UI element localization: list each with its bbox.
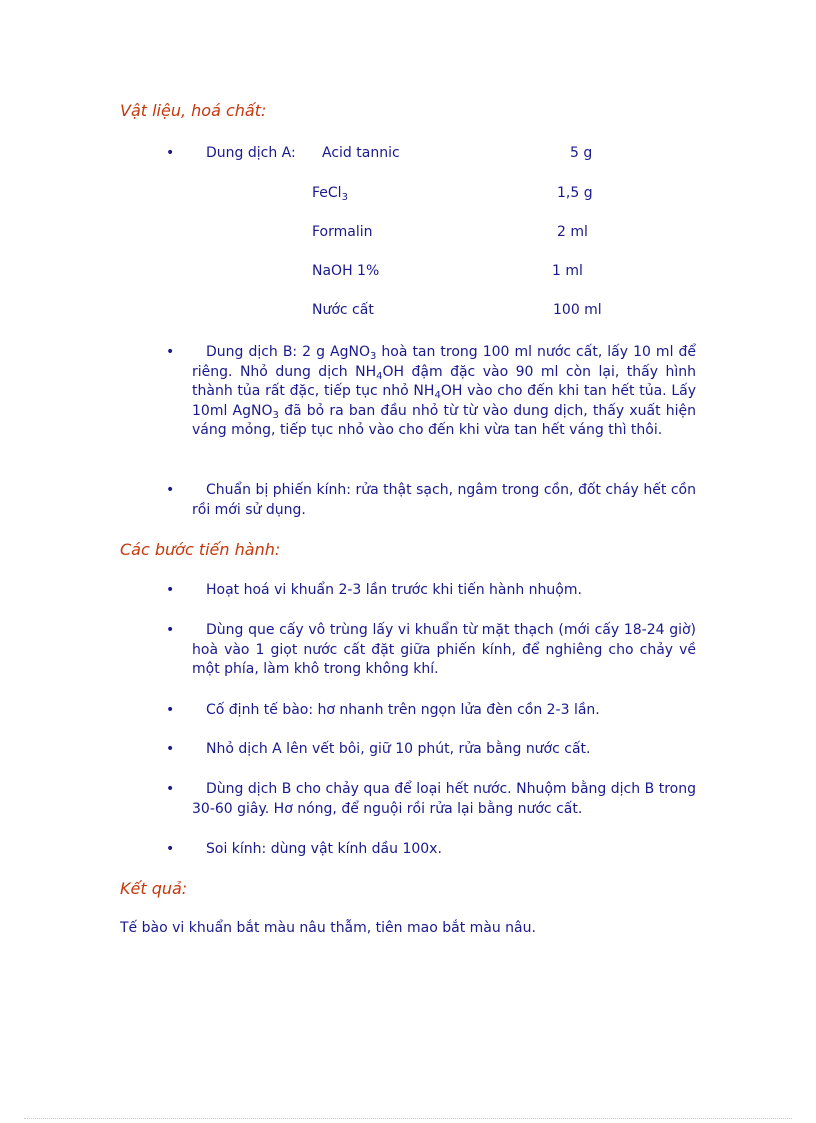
- ingredient-amount: 5 g: [570, 145, 593, 161]
- heading-result: Kết quả:: [120, 879, 188, 898]
- bullet-marker: •: [166, 622, 175, 638]
- step-item: Dùng dịch B cho chảy qua để loại hết nước. Nhuộm bằng dịch B trong 30-60 giây. Hơ nóng, để nguội rồi rửa lại bằng nước cất.: [192, 781, 696, 817]
- step-item: Hoạt hoá vi khuẩn 2-3 lần trước khi tiến hành nhuộm.: [206, 582, 582, 598]
- heading-materials: Vật liệu, hoá chất:: [120, 101, 267, 120]
- ingredient-amount: 2 ml: [557, 224, 588, 240]
- ingredient-amount: 100 ml: [553, 302, 602, 318]
- step-item: Soi kính: dùng vật kính dầu 100x.: [206, 841, 442, 857]
- solution-b-paragraph: Dung dịch B: 2 g AgNO$_3$ hoà tan trong 100 ml nước cất, lấy 10 ml để riêng. Nhỏ dung dịch $NH_4OH$ đậm đặc vào 90 ml còn lại, thấy hình thành tủa rất đặc, tiếp tục nhỏ $NH_4OH$ vào cho đến khi tan hết tủa. Lấy 10ml AgNO$_3$ đã bỏ ra ban đầu nhỏ từ từ vào dung dịch, thấy xuất hiện váng mỏng, tiếp tục nhỏ vào cho đến khi vừa tan hết váng thì thôi.: [192, 344, 697, 439]
- step-item: Dùng que cấy vô trùng lấy vi khuẩn từ mặt thạch (mới cấy 18-24 giờ) hoà vào 1 giọt nước cất đặt giữa phiến kính, để nghiêng cho chảy về một phía, làm khô trong không khí.: [192, 622, 696, 678]
- slide-prep-paragraph: Chuẩn bị phiến kính: rửa thật sạch, ngâm trong cồn, đốt cháy hết cồn rồi mới sử dụng.: [192, 482, 696, 518]
- heading-procedure: Các bước tiến hành:: [120, 540, 281, 559]
- ingredient-name: Formalin: [312, 224, 373, 240]
- ingredient-amount: 1,5 g: [557, 185, 593, 201]
- ingredient-name: NaOH 1%: [312, 263, 380, 279]
- bullet-marker: •: [166, 741, 175, 757]
- bullet-marker: •: [166, 344, 175, 360]
- ingredient-name: Acid tannic: [322, 145, 400, 161]
- bullet-marker: •: [166, 702, 175, 718]
- bullet-marker: •: [166, 482, 175, 498]
- solution-a-label: Dung dịch A:: [206, 145, 296, 161]
- bullet-marker: •: [166, 582, 175, 598]
- result-text: Tế bào vi khuẩn bắt màu nâu thẫm, tiên mao bắt màu nâu.: [120, 920, 536, 936]
- page-bottom-rule: [24, 1118, 792, 1119]
- bullet-marker: •: [166, 841, 175, 857]
- step-item: Nhỏ dịch A lên vết bôi, giữ 10 phút, rửa bằng nước cất.: [206, 741, 591, 757]
- ingredient-amount: 1 ml: [552, 263, 583, 279]
- ingredient-name: FeCl$_3$: [312, 185, 348, 203]
- bullet-marker: •: [166, 145, 175, 161]
- step-item: Cố định tế bào: hơ nhanh trên ngọn lửa đèn cồn 2-3 lần.: [206, 702, 600, 718]
- bullet-marker: •: [166, 781, 175, 797]
- ingredient-name: Nước cất: [312, 302, 374, 318]
